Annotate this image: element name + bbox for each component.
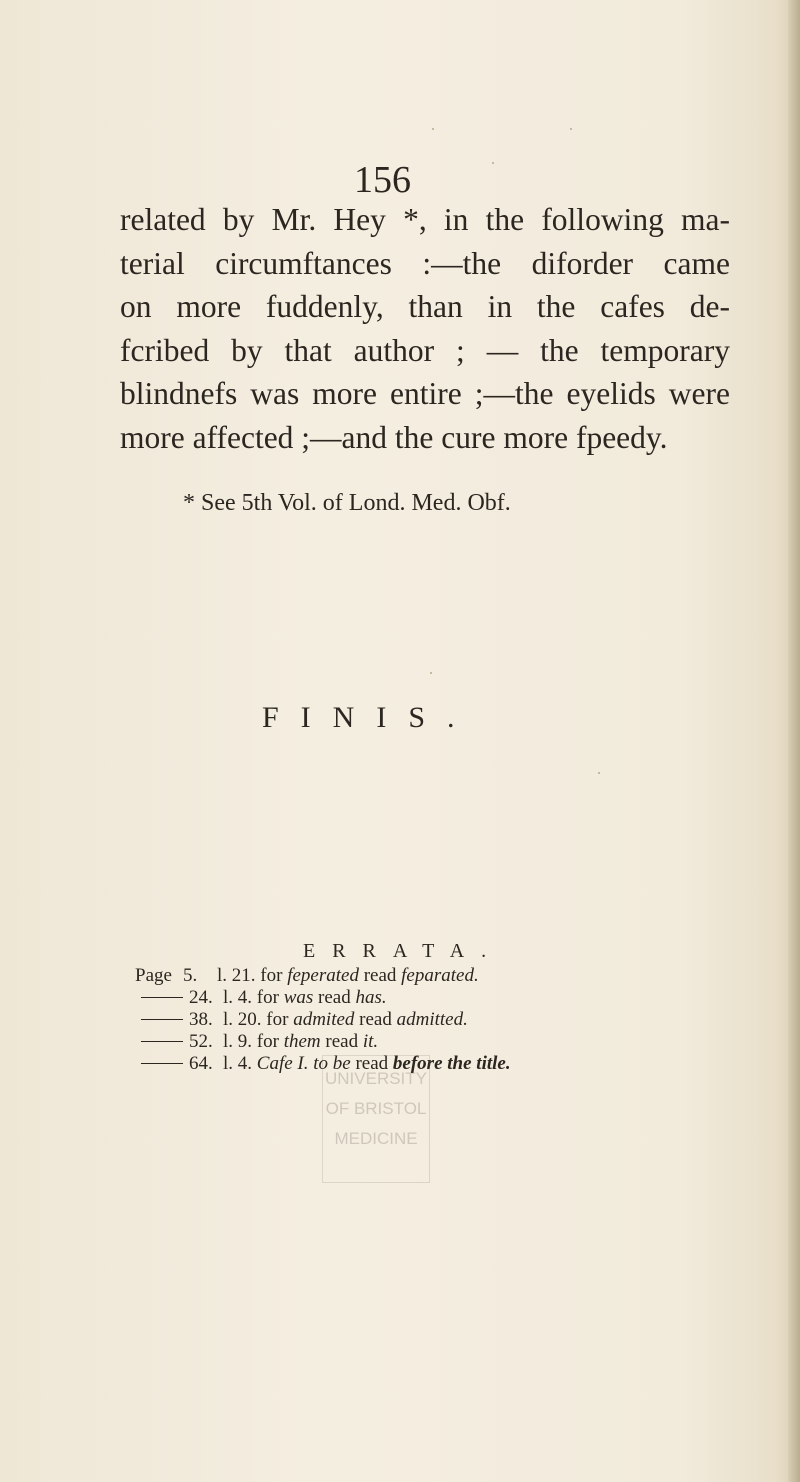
errata-read: read [363,965,397,986]
errata-line: l. 20. [223,1009,262,1030]
errata-row [135,1031,511,1053]
footnote: * See 5th Vol. of Lond. Med. Obf. [183,490,511,516]
paper-speck [570,128,572,130]
errata-wrong: them [283,1031,321,1052]
errata-for: for [256,1031,279,1052]
errata-wrong: admited [293,1009,355,1030]
errata-read: read [355,1053,389,1074]
body-line: related by Mr. Hey *, in the following ma- [120,202,730,237]
errata-row [135,1009,511,1031]
body-line: on more fuddenly, than in the cafes de- [120,289,730,324]
finis-heading: FINIS. [262,701,477,734]
errata-page: 24. [189,987,213,1008]
stamp-text: MEDICINE [334,1129,418,1148]
errata-line: l. 21. [217,965,256,986]
errata-line: l. 4. [223,987,253,1008]
errata-for: for [260,965,283,986]
errata-page: 5. [183,965,198,986]
errata-right: feparated. [401,965,479,986]
errata-right: it. [362,1031,379,1052]
page-number: 156 [354,159,411,201]
errata-read: read [359,1009,392,1030]
stamp-text: OF BRISTOL [325,1099,427,1118]
ditto-dash [141,1063,183,1064]
errata-wrong: Cafe I. to be [256,1053,351,1074]
errata-page-label: Page [135,965,172,986]
errata-line: l. 4. [223,1053,253,1074]
errata-right: has. [355,987,387,1008]
paper-speck [492,162,494,164]
errata-wrong: feperated [287,965,359,986]
ditto-dash [141,1019,183,1020]
body-line: more affected ;—and the cure more fpeedy. [120,419,668,455]
errata-read: read [318,987,351,1008]
errata-line: l. 9. [223,1031,253,1052]
errata-for: for [256,987,279,1008]
library-stamp [322,1055,430,1183]
paper-speck [598,772,600,774]
errata-page: 38. [189,1009,213,1030]
body-line: blindnefs was more entire ;—the eyelids were [120,376,730,411]
errata-right: admitted. [396,1009,468,1030]
paper-speck [430,672,432,674]
errata-read: read [325,1031,359,1052]
errata-page: 64. [189,1053,213,1074]
body-paragraph [120,198,730,459]
errata-row [135,965,511,987]
errata-row [135,987,511,1009]
ditto-dash [141,1041,183,1042]
body-line: terial circumftances :—the diforder came [120,245,730,281]
errata-for: for [266,1009,289,1030]
errata-wrong: was [283,987,314,1008]
errata-right: before the title. [392,1053,511,1074]
stamp-text: UNIVERSITY [324,1069,428,1088]
page-edge [788,0,800,1482]
paper-speck [432,128,434,130]
body-line: fcribed by that author ; — the temporary [120,332,730,368]
errata-heading: ERRATA. [303,940,504,962]
ditto-dash [141,997,183,998]
errata-page: 52. [189,1031,213,1052]
